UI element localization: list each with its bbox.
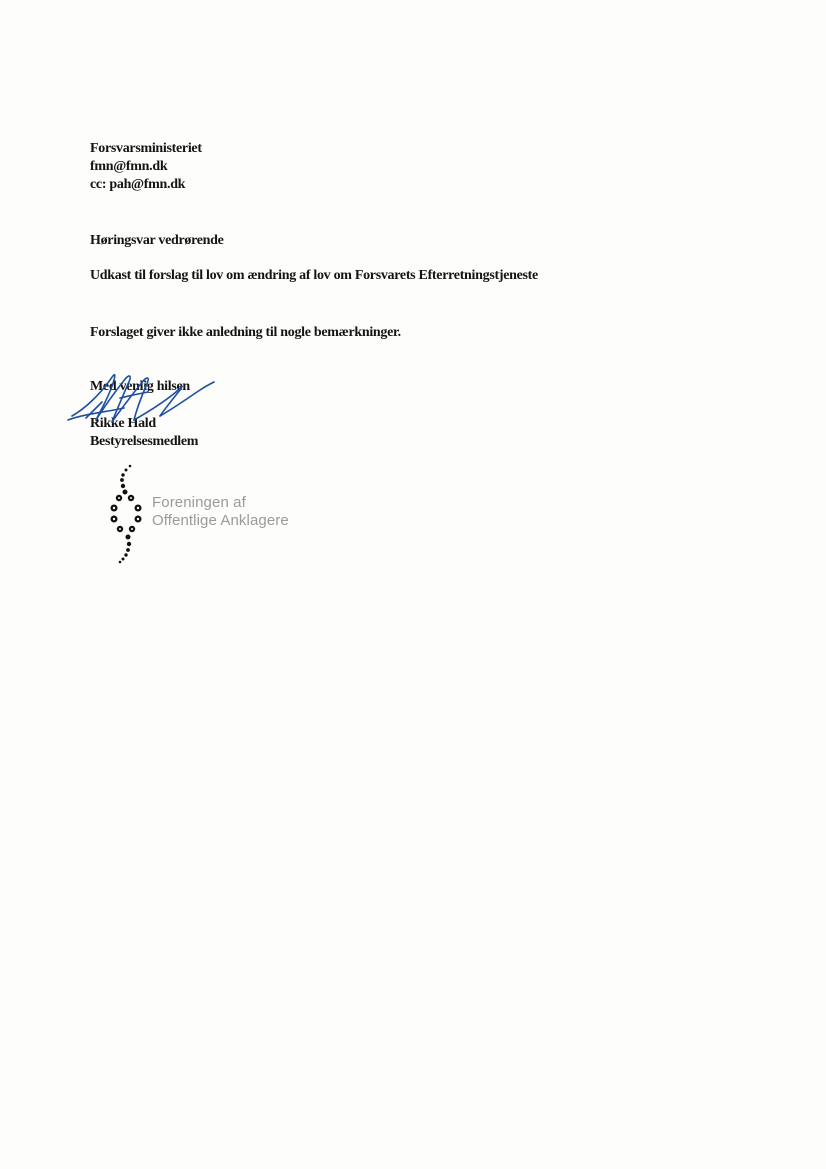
organization-name-line2: Offentlige Anklagere bbox=[152, 512, 289, 529]
organization-logo-icon bbox=[104, 462, 154, 566]
signer-name: Rikke Hald bbox=[90, 416, 156, 431]
organization-name-line1: Foreningen af bbox=[152, 494, 246, 511]
body-text: Forslaget giver ikke anledning til nogle bemærkninger. bbox=[90, 325, 401, 340]
recipient-name: Forsvarsministeriet bbox=[90, 141, 202, 156]
subject-line: Udkast til forslag til lov om ændring af lov om Forsvarets Efterretningstjeneste bbox=[90, 268, 538, 283]
recipient-email: fmn@fmn.dk bbox=[90, 159, 168, 174]
handwritten-signature bbox=[66, 368, 216, 430]
closing-text: Med venlig hilsen bbox=[90, 379, 190, 394]
subject-label: Høringsvar vedrørende bbox=[90, 233, 224, 248]
signer-role: Bestyrelsesmedlem bbox=[90, 434, 199, 449]
recipient-cc: cc: pah@fmn.dk bbox=[90, 177, 186, 192]
